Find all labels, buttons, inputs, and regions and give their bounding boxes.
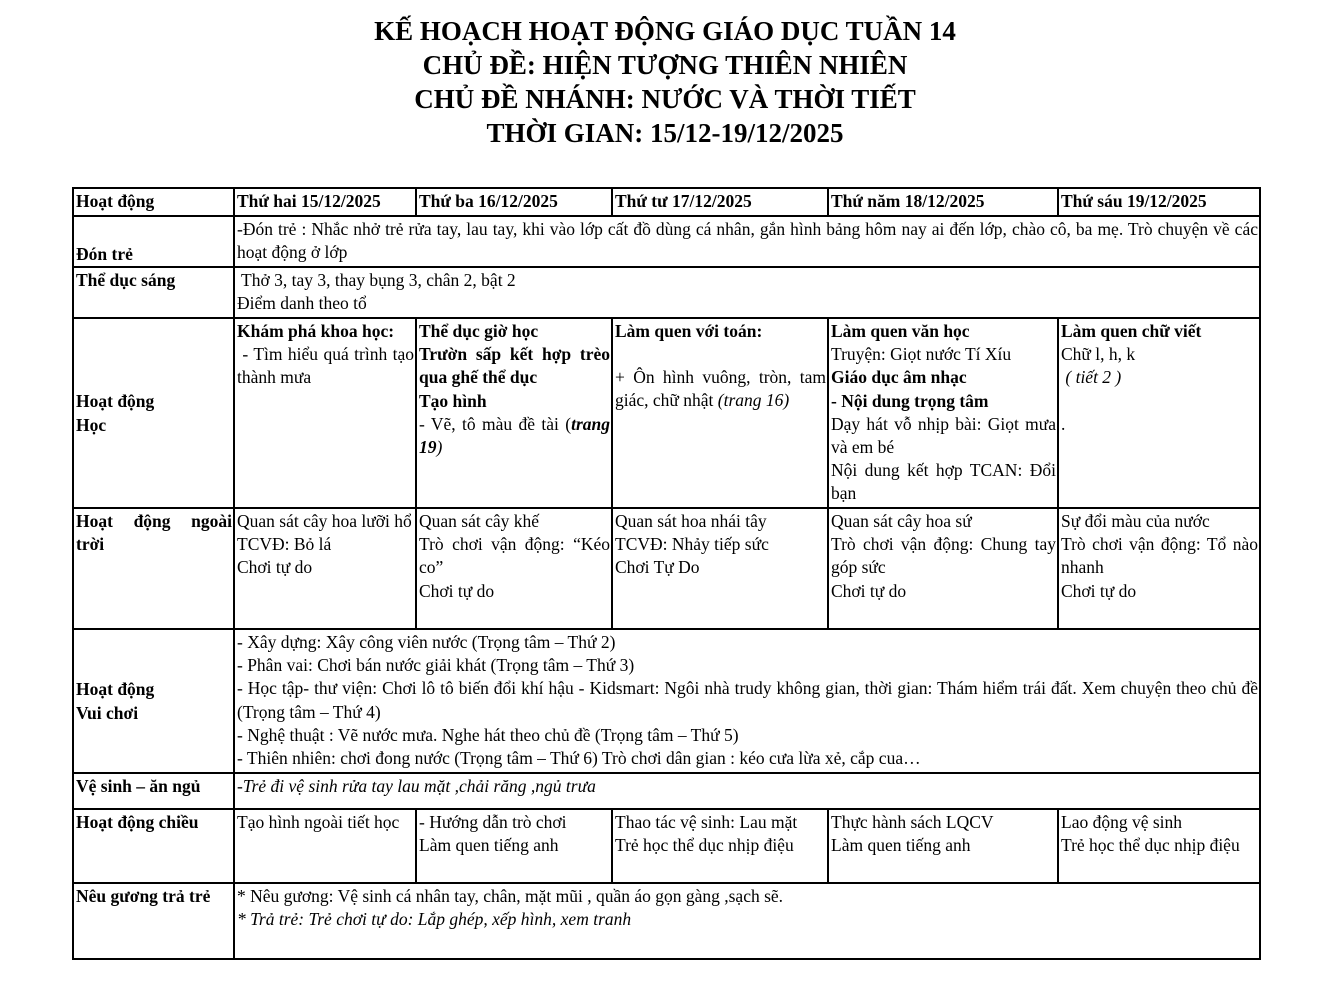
exercise-line: Thở 3, tay 3, thay bụng 3, chân 2, bật 2 (237, 270, 516, 290)
hoc-monday (234, 318, 419, 508)
row-the-duc-sang (73, 267, 1260, 318)
vui-choi-line-4: - Nghệ thuật : Vẽ nước mưa. Nghe hát theo chủ đề (Trọng tâm – Thứ 5) (237, 724, 739, 745)
hoc-thursday-music: Giáo dục âm nhạc (831, 367, 967, 388)
hoc-thursday-focus: - Nội dung trọng tâm (831, 390, 989, 411)
ngoai-troi-friday (1058, 508, 1260, 629)
hoc-monday-title: Khám phá khoa học: (237, 321, 395, 341)
label-don-tre: Đón trẻ (73, 216, 234, 267)
hoc-wednesday-text (615, 366, 826, 412)
hoc-tuesday (416, 318, 612, 508)
neu-guong-content (234, 883, 1260, 959)
row-chieu (73, 809, 1260, 883)
chieu-tuesday-1: - Hướng dẫn trò chơi (419, 812, 567, 832)
label-vui-choi-line1: Hoạt động (76, 679, 155, 700)
label-vui-choi (73, 629, 234, 773)
label-hoat-dong-hoc (73, 318, 234, 508)
hoc-wednesday (612, 318, 828, 508)
hoc-tuesday-title2: Trườn sấp kết hợp trèo qua ghế thể dục (419, 344, 610, 388)
weekly-plan-table (72, 187, 1261, 960)
hoc-friday-spacer (1061, 390, 1258, 413)
row-vui-choi (73, 629, 1260, 773)
chieu-monday (234, 809, 416, 883)
vui-choi-line-5: - Thiên nhiên: chơi đong nước (Trọng tâm – Thứ 6) Trò chơi dân gian : kéo cưa lừa xẻ, cắp cua… (237, 748, 921, 769)
label-vui-choi-line2: Vui chơi (76, 702, 139, 723)
ngoai-troi-thursday-2: Trò chơi vận động: Chung tay góp sức (831, 534, 1056, 578)
the-duc-sang-content (234, 267, 1260, 318)
chieu-wednesday-1: Thao tác vệ sinh: Lau mặt (615, 812, 798, 832)
label-hoat-dong-hoc-line1: Hoạt động (76, 391, 155, 412)
hoc-wednesday-text-main: + Ôn hình vuông, tròn, tam giác, chữ nhật (615, 367, 826, 411)
neu-guong-line-2: * Trả trẻ: Trẻ chơi tự do: Lắp ghép, xếp hình, xem tranh (237, 909, 632, 930)
row-neu-guong (73, 883, 1260, 959)
hoc-monday-text: - Tìm hiểu quá trình tạo thành mưa (237, 344, 419, 388)
vui-choi-content (234, 629, 1260, 773)
row-ngoai-troi (73, 508, 1260, 629)
chieu-wednesday (612, 809, 828, 883)
don-tre-content: -Đón trẻ : Nhắc nhở trẻ rửa tay, lau tay, khi vào lớp cất đồ dùng cá nhân, gắn hình bảng hôm nay ai đến lớp, chào cô, ba mẹ. Trò chuyện về các hoạt động ở lớp (234, 216, 1260, 267)
label-neu-guong: Nêu gương trả trẻ (73, 883, 234, 959)
header-thursday: Thứ năm 18/12/2025 (828, 188, 1058, 216)
ngoai-troi-friday-1: Sự đổi màu của nước (1061, 511, 1210, 531)
ngoai-troi-wednesday-3: Chơi Tự Do (615, 557, 700, 578)
chieu-friday (1058, 809, 1260, 883)
title-line-1: KẾ HOẠCH HOẠT ĐỘNG GIÁO DỤC TUẦN 14 (374, 16, 956, 46)
chieu-friday-2: Trẻ học thể dục nhịp điệu (1061, 835, 1240, 856)
ngoai-troi-friday-2: Trò chơi vận động: Tổ nào nhanh (1061, 534, 1258, 578)
neu-guong-line-1: * Nêu gương: Vệ sinh cá nhân tay, chân, mặt mũi , quần áo gọn gàng ,sạch sẽ. (237, 886, 784, 906)
hoc-thursday (828, 318, 1058, 508)
hoc-friday (1058, 318, 1260, 508)
attendance-line: Điểm danh theo tổ (237, 293, 367, 314)
hoc-thursday-text2: Nội dung kết hợp TCAN: Đổi bạn (831, 460, 1056, 504)
header-row (73, 188, 1260, 216)
row-ve-sinh (73, 773, 1260, 809)
chieu-tuesday (416, 809, 612, 883)
row-don-tre (73, 216, 1260, 267)
vui-choi-line-2: - Phân vai: Chơi bán nước giải khát (Trọng tâm – Thứ 3) (237, 655, 635, 676)
hoc-tuesday-close: ) (436, 437, 443, 458)
title-line-3: CHỦ ĐỀ NHÁNH: NƯỚC VÀ THỜI TIẾT (414, 84, 916, 114)
ngoai-troi-thursday (828, 508, 1058, 629)
hoc-friday-title: Làm quen chữ viết (1061, 321, 1202, 341)
row-hoat-dong-hoc (73, 318, 1260, 508)
ngoai-troi-monday-3: Chơi tự do (237, 557, 313, 578)
label-hoat-dong-hoc-line2: Học (76, 414, 107, 435)
hoc-friday-dot: . (1061, 413, 1066, 434)
ngoai-troi-tuesday-2: Trò chơi vận động: “Kéo co” (419, 534, 610, 578)
header-wednesday: Thứ tư 17/12/2025 (612, 188, 828, 216)
ngoai-troi-tuesday-3: Chơi tự do (419, 580, 495, 601)
ngoai-troi-wednesday-1: Quan sát hoa nhái tây (615, 511, 767, 531)
ngoai-troi-monday (234, 508, 416, 629)
ngoai-troi-monday-2: TCVĐ: Bỏ lá (237, 534, 332, 555)
header-tuesday: Thứ ba 16/12/2025 (416, 188, 612, 216)
chieu-monday-1: Tạo hình ngoài tiết học (237, 812, 400, 832)
vui-choi-line-1: - Xây dựng: Xây công viên nước (Trọng tâm – Thứ 2) (237, 632, 616, 652)
hoc-thursday-text1: Dạy hát vỗ nhịp bài: Giọt mưa và em bé (831, 413, 1056, 458)
document-title (0, 14, 1330, 150)
hoc-thursday-story: Truyện: Giọt nước Tí Xíu (831, 344, 1012, 365)
ve-sinh-content: -Trẻ đi vệ sinh rửa tay lau mặt ,chải răng ,ngủ trưa (234, 773, 1260, 809)
label-the-duc-sang: Thể dục sáng (73, 267, 234, 318)
header-activity: Hoạt động (73, 188, 234, 216)
hoc-tuesday-ref: trang 19 (419, 413, 610, 458)
ngoai-troi-friday-3: Chơi tự do (1061, 580, 1137, 601)
ngoai-troi-thursday-3: Chơi tự do (831, 580, 907, 601)
header-friday: Thứ sáu 19/12/2025 (1058, 188, 1260, 216)
chieu-wednesday-2: Trẻ học thể dục nhịp điệu (615, 835, 794, 856)
hoc-tuesday-title3: Tạo hình (419, 390, 487, 411)
title-line-4: THỜI GIAN: 15/12-19/12/2025 (486, 118, 844, 148)
ngoai-troi-monday-1: Quan sát cây hoa lưỡi hổ (237, 511, 412, 531)
header-monday: Thứ hai 15/12/2025 (234, 188, 416, 216)
ngoai-troi-thursday-1: Quan sát cây hoa sứ (831, 511, 972, 531)
ngoai-troi-wednesday-2: TCVĐ: Nhảy tiếp sức (615, 534, 769, 555)
hoc-tuesday-text (419, 413, 610, 459)
ngoai-troi-tuesday (416, 508, 612, 629)
chieu-thursday (828, 809, 1058, 883)
hoc-friday-text: Chữ l, h, k (1061, 344, 1136, 365)
label-ngoai-troi: Hoạt động ngoài trời (73, 508, 234, 629)
chieu-friday-1: Lao động vệ sinh (1061, 812, 1183, 832)
title-line-2: CHỦ ĐỀ: HIỆN TƯỢNG THIÊN NHIÊN (422, 50, 908, 80)
hoc-tuesday-title1: Thể dục giờ học (419, 321, 539, 341)
hoc-friday-lesson: ( tiết 2 ) (1061, 367, 1122, 388)
chieu-thursday-1: Thực hành sách LQCV (831, 812, 994, 832)
ngoai-troi-tuesday-1: Quan sát cây khế (419, 511, 540, 531)
chieu-tuesday-2: Làm quen tiếng anh (419, 835, 559, 856)
vui-choi-line-3: - Học tập- thư viện: Chơi lô tô biến đổi khí hậu - Kidsmart: Ngôi nhà trudy không gian, thời gian: Thám hiểm trái đất. Xem chuyện theo chủ đề (Trọng tâm – Thứ 4) (237, 678, 1258, 722)
ngoai-troi-wednesday (612, 508, 828, 629)
hoc-tuesday-text-main: - Vẽ, tô màu đề tài ( (419, 413, 572, 434)
hoc-wednesday-title: Làm quen với toán: (615, 321, 763, 341)
label-chieu: Hoạt động chiều (73, 809, 234, 883)
chieu-thursday-2: Làm quen tiếng anh (831, 835, 971, 856)
hoc-wednesday-ref: (trang 16) (717, 390, 790, 411)
hoc-wednesday-spacer (615, 343, 826, 366)
label-ve-sinh: Vệ sinh – ăn ngủ (73, 773, 234, 809)
hoc-thursday-title: Làm quen văn học (831, 321, 970, 341)
